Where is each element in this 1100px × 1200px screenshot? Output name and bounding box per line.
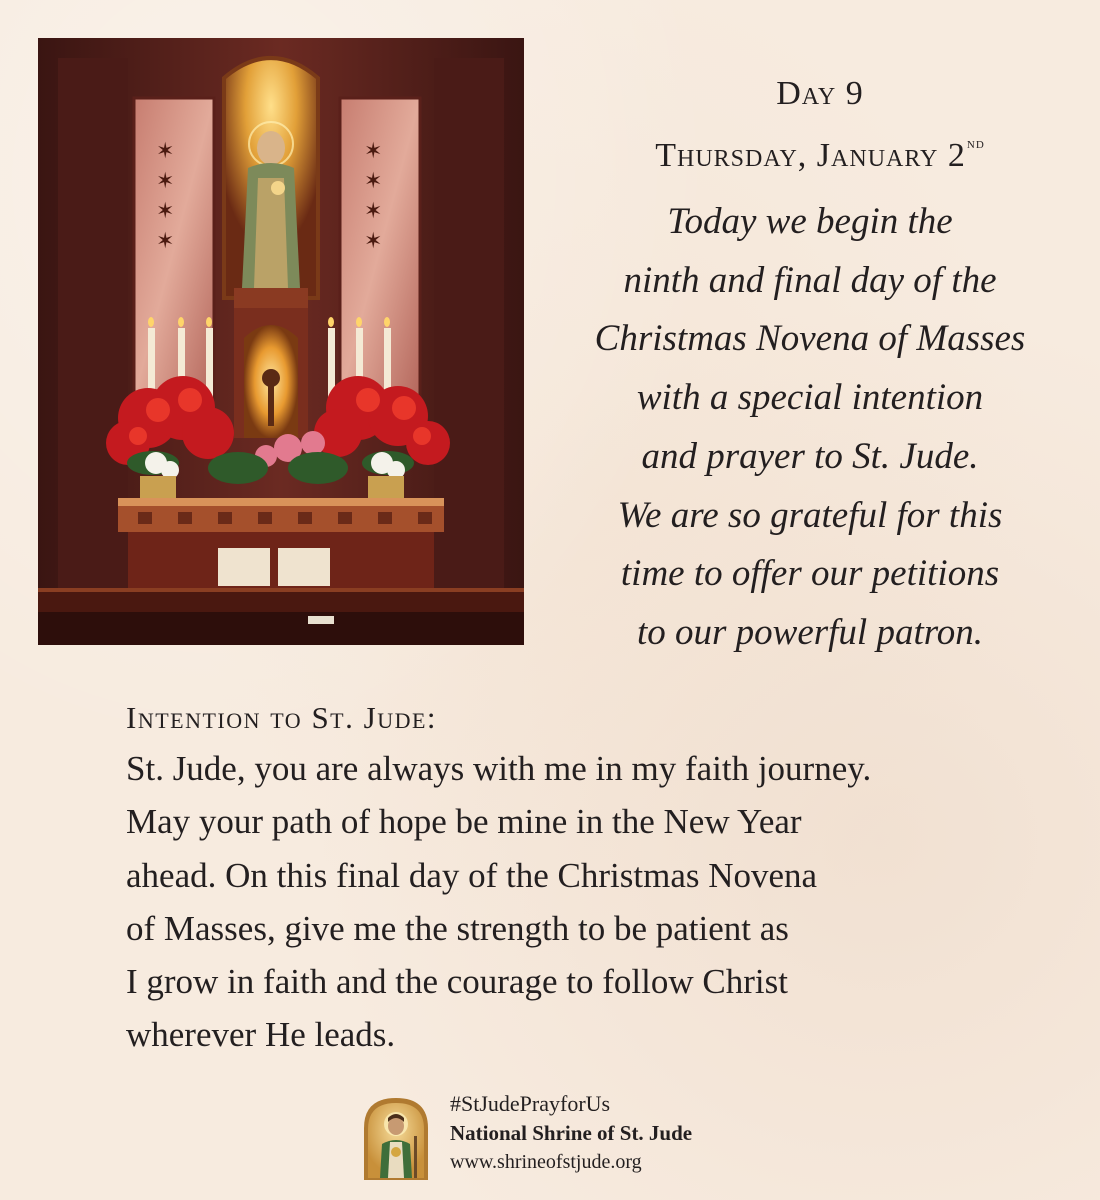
svg-text:✶: ✶: [364, 139, 383, 164]
intention-line: ahead. On this final day of the Christmas Novena: [126, 855, 818, 895]
intro-line: to our powerful patron.: [636, 611, 984, 653]
intention-line: I grow in faith and the courage to follow Christ: [126, 962, 788, 1002]
intention-line: St. Jude, you are always with me in my faith journey.: [126, 749, 872, 788]
intention-line: May your path of hope be mine in the New Year: [126, 802, 802, 842]
shrine-name: National Shrine of St. Jude: [450, 1121, 693, 1145]
intro-line: with a special intention: [636, 377, 984, 419]
st-jude-medallion-icon: [360, 1096, 432, 1180]
svg-text:✶: ✶: [364, 199, 383, 224]
svg-text:✶: ✶: [156, 199, 175, 224]
svg-text:✶: ✶: [156, 169, 175, 194]
intro-line: time to offer our petitions: [620, 553, 1000, 595]
date-suffix: nd: [966, 136, 985, 152]
website-link[interactable]: www.shrineofstjude.org: [450, 1151, 642, 1173]
altar-illustration: [38, 38, 524, 645]
footer: [360, 1090, 780, 1180]
date-label: [560, 122, 1080, 178]
intention-body: [126, 742, 1056, 1062]
intro-line: We are so grateful for this: [617, 494, 1003, 536]
day-label: Day 9: [776, 75, 864, 112]
intro-line: Today we begin the: [667, 201, 953, 242]
svg-text:✶: ✶: [364, 169, 383, 194]
hashtag: #StJudePrayforUs: [450, 1091, 611, 1116]
altar-photo: [38, 38, 524, 645]
svg-text:✶: ✶: [156, 139, 175, 164]
intro-line: Christmas Novena of Masses: [594, 318, 1026, 360]
intention-line: of Masses, give me the strength to be patient as: [126, 908, 789, 948]
intro-line: ninth and final day of the: [623, 259, 997, 301]
intro-line: and prayer to St. Jude.: [641, 435, 979, 477]
date-text: Thursday, January 2: [655, 137, 966, 174]
svg-text:✶: ✶: [156, 229, 175, 254]
intro-paragraph: [560, 193, 1060, 663]
intention-line: wherever He leads.: [126, 1015, 396, 1055]
svg-text:✶: ✶: [364, 229, 383, 254]
intention-section: [126, 694, 1056, 1062]
intention-title: Intention to St. Jude:: [126, 700, 438, 735]
footer-text: [450, 1090, 692, 1176]
heading-block: [560, 72, 1080, 178]
